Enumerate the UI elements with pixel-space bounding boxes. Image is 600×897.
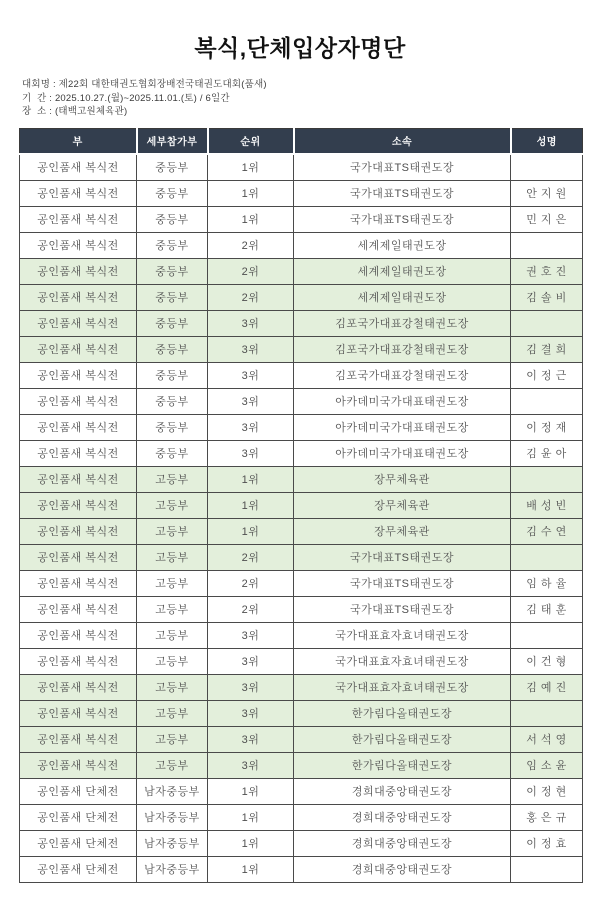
cell-name: 김 결 희 bbox=[511, 336, 583, 362]
cell-division: 남자중등부 bbox=[137, 778, 208, 804]
cell-division: 중등부 bbox=[137, 336, 208, 362]
cell-name bbox=[511, 466, 583, 492]
page-title: 복식,단체입상자명단 bbox=[194, 35, 406, 61]
table-row bbox=[20, 778, 583, 804]
cell-category: 공인품새 단체전 bbox=[20, 830, 137, 856]
cell-category: 공인품새 복식전 bbox=[20, 206, 137, 232]
table-row bbox=[20, 414, 583, 440]
cell-name: 이 정 재 bbox=[511, 414, 583, 440]
cell-category: 공인품새 복식전 bbox=[20, 258, 137, 284]
results-table-head bbox=[20, 128, 583, 154]
cell-club: 김포국가대표강철태권도장 bbox=[294, 362, 511, 388]
cell-club: 국가대표효자효녀태권도장 bbox=[294, 648, 511, 674]
table-row bbox=[20, 596, 583, 622]
cell-category: 공인품새 복식전 bbox=[20, 414, 137, 440]
col-header-club: 소속 bbox=[294, 128, 511, 154]
cell-club: 장무체육관 bbox=[294, 466, 511, 492]
cell-club: 세계제일태권도장 bbox=[294, 258, 511, 284]
cell-division: 고등부 bbox=[137, 544, 208, 570]
cell-rank: 1위 bbox=[208, 518, 294, 544]
cell-club: 세계제일태권도장 bbox=[294, 232, 511, 258]
cell-name: 안 지 원 bbox=[511, 180, 583, 206]
cell-division: 고등부 bbox=[137, 726, 208, 752]
cell-rank: 3위 bbox=[208, 388, 294, 414]
cell-category: 공인품새 복식전 bbox=[20, 518, 137, 544]
cell-club: 아카데미국가대표태권도장 bbox=[294, 414, 511, 440]
table-row bbox=[20, 388, 583, 414]
cell-division: 중등부 bbox=[137, 362, 208, 388]
cell-club: 장무체육관 bbox=[294, 518, 511, 544]
cell-club: 경희대중앙태권도장 bbox=[294, 778, 511, 804]
table-row bbox=[20, 648, 583, 674]
table-row bbox=[20, 180, 583, 206]
cell-category: 공인품새 복식전 bbox=[20, 388, 137, 414]
cell-rank: 3위 bbox=[208, 362, 294, 388]
cell-name: 김 윤 아 bbox=[511, 440, 583, 466]
cell-division: 고등부 bbox=[137, 570, 208, 596]
cell-category: 공인품새 복식전 bbox=[20, 284, 137, 310]
table-row bbox=[20, 726, 583, 752]
cell-rank: 3위 bbox=[208, 700, 294, 726]
results-table-body bbox=[20, 154, 583, 883]
cell-category: 공인품새 단체전 bbox=[20, 804, 137, 830]
cell-rank: 2위 bbox=[208, 596, 294, 622]
cell-category: 공인품새 복식전 bbox=[20, 232, 137, 258]
cell-rank: 3위 bbox=[208, 440, 294, 466]
cell-name bbox=[511, 310, 583, 336]
table-row bbox=[20, 232, 583, 258]
cell-division: 중등부 bbox=[137, 414, 208, 440]
cell-club: 경희대중앙태권도장 bbox=[294, 856, 511, 882]
cell-category: 공인품새 복식전 bbox=[20, 544, 137, 570]
cell-category: 공인품새 복식전 bbox=[20, 570, 137, 596]
cell-name: 김 예 진 bbox=[511, 674, 583, 700]
cell-club: 장무체육관 bbox=[294, 492, 511, 518]
cell-name: 권 호 진 bbox=[511, 258, 583, 284]
cell-division: 중등부 bbox=[137, 310, 208, 336]
table-row bbox=[20, 804, 583, 830]
cell-name: 이 정 근 bbox=[511, 362, 583, 388]
table-row bbox=[20, 492, 583, 518]
cell-club: 경희대중앙태권도장 bbox=[294, 830, 511, 856]
table-row bbox=[20, 466, 583, 492]
cell-rank: 2위 bbox=[208, 284, 294, 310]
cell-division: 고등부 bbox=[137, 648, 208, 674]
cell-rank: 1위 bbox=[208, 804, 294, 830]
cell-rank: 2위 bbox=[208, 570, 294, 596]
cell-division: 중등부 bbox=[137, 440, 208, 466]
col-header-name: 성명 bbox=[511, 128, 583, 154]
cell-name: 홍 은 규 bbox=[511, 804, 583, 830]
header-row bbox=[20, 128, 583, 154]
table-row bbox=[20, 622, 583, 648]
cell-rank: 1위 bbox=[208, 466, 294, 492]
cell-category: 공인품새 단체전 bbox=[20, 778, 137, 804]
cell-division: 중등부 bbox=[137, 206, 208, 232]
cell-club: 한가림다올태권도장 bbox=[294, 700, 511, 726]
cell-category: 공인품새 복식전 bbox=[20, 466, 137, 492]
table-row bbox=[20, 362, 583, 388]
cell-category: 공인품새 복식전 bbox=[20, 492, 137, 518]
table-row bbox=[20, 518, 583, 544]
cell-category: 공인품새 단체전 bbox=[20, 856, 137, 882]
cell-division: 고등부 bbox=[137, 622, 208, 648]
cell-rank: 1위 bbox=[208, 778, 294, 804]
table-row bbox=[20, 154, 583, 181]
cell-club: 국가대표효자효녀태권도장 bbox=[294, 674, 511, 700]
cell-name: 서 석 영 bbox=[511, 726, 583, 752]
cell-club: 김포국가대표강철태권도장 bbox=[294, 310, 511, 336]
cell-division: 남자중등부 bbox=[137, 804, 208, 830]
col-header-category: 부 bbox=[20, 128, 137, 154]
cell-name: 김 솔 비 bbox=[511, 284, 583, 310]
cell-category: 공인품새 복식전 bbox=[20, 648, 137, 674]
cell-rank: 3위 bbox=[208, 622, 294, 648]
cell-rank: 1위 bbox=[208, 154, 294, 181]
cell-name: 김 태 훈 bbox=[511, 596, 583, 622]
cell-rank: 1위 bbox=[208, 180, 294, 206]
cell-category: 공인품새 복식전 bbox=[20, 596, 137, 622]
cell-category: 공인품새 복식전 bbox=[20, 622, 137, 648]
col-header-rank: 순위 bbox=[208, 128, 294, 154]
cell-club: 김포국가대표강철태권도장 bbox=[294, 336, 511, 362]
cell-division: 고등부 bbox=[137, 752, 208, 778]
cell-division: 중등부 bbox=[137, 258, 208, 284]
col-header-division: 세부참가부 bbox=[137, 128, 208, 154]
cell-name: 민 지 은 bbox=[511, 206, 583, 232]
cell-rank: 1위 bbox=[208, 830, 294, 856]
cell-category: 공인품새 복식전 bbox=[20, 726, 137, 752]
cell-division: 고등부 bbox=[137, 518, 208, 544]
cell-club: 경희대중앙태권도장 bbox=[294, 804, 511, 830]
cell-name: 김 수 연 bbox=[511, 518, 583, 544]
cell-rank: 1위 bbox=[208, 856, 294, 882]
cell-division: 고등부 bbox=[137, 492, 208, 518]
table-row bbox=[20, 284, 583, 310]
cell-rank: 3위 bbox=[208, 752, 294, 778]
cell-club: 아카데미국가대표태권도장 bbox=[294, 388, 511, 414]
cell-name bbox=[511, 544, 583, 570]
cell-category: 공인품새 복식전 bbox=[20, 336, 137, 362]
cell-club: 국가대표TS태권도장 bbox=[294, 570, 511, 596]
table-row bbox=[20, 570, 583, 596]
cell-rank: 3위 bbox=[208, 336, 294, 362]
cell-rank: 3위 bbox=[208, 648, 294, 674]
cell-category: 공인품새 복식전 bbox=[20, 700, 137, 726]
cell-rank: 2위 bbox=[208, 544, 294, 570]
cell-division: 중등부 bbox=[137, 232, 208, 258]
table-row bbox=[20, 310, 583, 336]
cell-rank: 2위 bbox=[208, 232, 294, 258]
cell-club: 국가대표TS태권도장 bbox=[294, 596, 511, 622]
cell-division: 고등부 bbox=[137, 596, 208, 622]
table-row bbox=[20, 440, 583, 466]
cell-division: 고등부 bbox=[137, 466, 208, 492]
cell-name: 이 정 현 bbox=[511, 778, 583, 804]
cell-category: 공인품새 복식전 bbox=[20, 180, 137, 206]
cell-club: 국가대표TS태권도장 bbox=[294, 544, 511, 570]
cell-club: 세계제일태권도장 bbox=[294, 284, 511, 310]
cell-rank: 2위 bbox=[208, 258, 294, 284]
cell-club: 국가대표효자효녀태권도장 bbox=[294, 622, 511, 648]
cell-name: 이 정 효 bbox=[511, 830, 583, 856]
table-row bbox=[20, 700, 583, 726]
cell-category: 공인품새 복식전 bbox=[20, 362, 137, 388]
cell-rank: 3위 bbox=[208, 414, 294, 440]
cell-club: 국가대표TS태권도장 bbox=[294, 206, 511, 232]
table-row bbox=[20, 856, 583, 882]
table-row bbox=[20, 544, 583, 570]
cell-division: 고등부 bbox=[137, 700, 208, 726]
meta-line-venue: 장 소 : (태백고원체육관) bbox=[22, 106, 128, 117]
table-row bbox=[20, 752, 583, 778]
cell-category: 공인품새 복식전 bbox=[20, 154, 137, 181]
table-row bbox=[20, 258, 583, 284]
cell-rank: 3위 bbox=[208, 310, 294, 336]
meta-line-period: 기 간 : 2025.10.27.(월)~2025.11.01.(토) / 6일간 bbox=[22, 92, 230, 104]
table-row bbox=[20, 206, 583, 232]
cell-club: 아카데미국가대표태권도장 bbox=[294, 440, 511, 466]
table-row bbox=[20, 336, 583, 362]
cell-division: 중등부 bbox=[137, 388, 208, 414]
cell-division: 중등부 bbox=[137, 284, 208, 310]
cell-category: 공인품새 복식전 bbox=[20, 752, 137, 778]
cell-division: 중등부 bbox=[137, 180, 208, 206]
cell-rank: 3위 bbox=[208, 674, 294, 700]
cell-category: 공인품새 복식전 bbox=[20, 674, 137, 700]
meta-block bbox=[22, 78, 600, 119]
cell-division: 남자중등부 bbox=[137, 856, 208, 882]
cell-name bbox=[511, 232, 583, 258]
cell-name bbox=[511, 700, 583, 726]
cell-name: 임 하 율 bbox=[511, 570, 583, 596]
cell-name bbox=[511, 154, 583, 181]
cell-name bbox=[511, 856, 583, 882]
cell-name bbox=[511, 622, 583, 648]
cell-rank: 1위 bbox=[208, 206, 294, 232]
cell-name bbox=[511, 388, 583, 414]
cell-club: 한가림다올태권도장 bbox=[294, 752, 511, 778]
cell-division: 중등부 bbox=[137, 154, 208, 181]
cell-division: 남자중등부 bbox=[137, 830, 208, 856]
cell-rank: 3위 bbox=[208, 726, 294, 752]
cell-category: 공인품새 복식전 bbox=[20, 440, 137, 466]
table-row bbox=[20, 674, 583, 700]
cell-club: 국가대표TS태권도장 bbox=[294, 180, 511, 206]
cell-name: 이 건 형 bbox=[511, 648, 583, 674]
results-table bbox=[19, 128, 583, 883]
cell-club: 한가림다올태권도장 bbox=[294, 726, 511, 752]
cell-division: 고등부 bbox=[137, 674, 208, 700]
cell-rank: 1위 bbox=[208, 492, 294, 518]
cell-name: 임 소 윤 bbox=[511, 752, 583, 778]
cell-name: 배 성 빈 bbox=[511, 492, 583, 518]
table-row bbox=[20, 830, 583, 856]
cell-club: 국가대표TS태권도장 bbox=[294, 154, 511, 181]
meta-line-competition: 대회명 : 제22회 대한태권도협회장배전국태권도대회(품새) bbox=[22, 79, 267, 90]
cell-category: 공인품새 복식전 bbox=[20, 310, 137, 336]
